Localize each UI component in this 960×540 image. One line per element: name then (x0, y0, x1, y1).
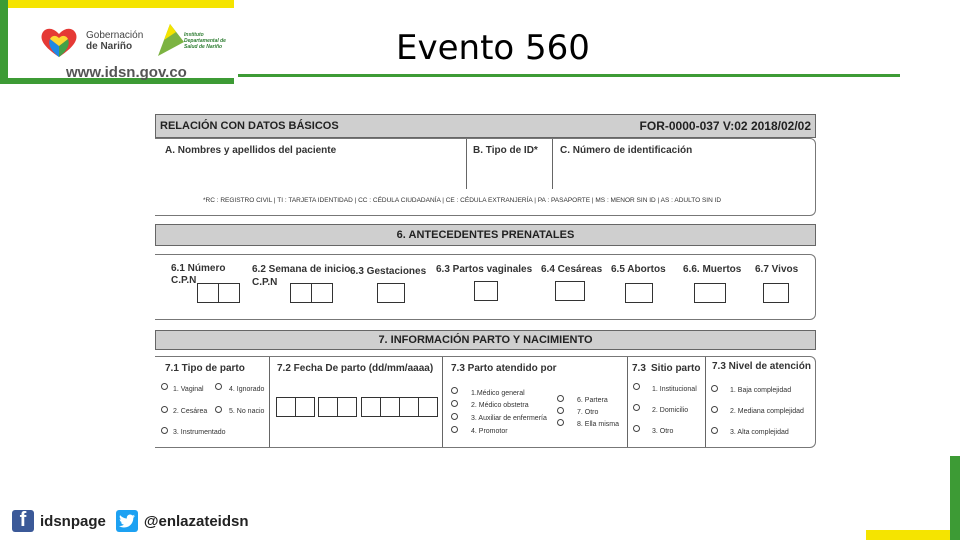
opt-partera: 6. Partera (577, 397, 608, 404)
opt-medico-general: 1.Médico general (471, 390, 525, 397)
f66-label: 6.6. Muertos (683, 264, 742, 275)
date-box[interactable] (337, 397, 357, 417)
f62-sub: C.P.N (252, 277, 278, 288)
instituto-leaf-icon (156, 22, 186, 58)
cpn-number-box[interactable] (218, 283, 240, 303)
field-a-label: A. Nombres y apellidos del paciente (165, 145, 337, 156)
f71-label: 7.1 Tipo de parto (165, 363, 245, 374)
f73s-num: 7.3 (632, 363, 646, 374)
instituto-text: Instituto Departamental de Salud de Nariño (184, 32, 226, 50)
radio[interactable] (161, 383, 168, 390)
form-code: FOR-0000-037 V:02 2018/02/02 (639, 119, 811, 133)
opt-promotor: 4. Promotor (471, 428, 508, 435)
birth-title: 7. INFORMACIÓN PARTO Y NACIMIENTO (378, 334, 593, 346)
gob-line1: Gobernación (86, 30, 144, 41)
site-url[interactable]: www.idsn.gov.co (66, 64, 187, 81)
title-underline (238, 74, 900, 77)
date-box[interactable] (399, 397, 419, 417)
vivos-box[interactable] (763, 283, 789, 303)
divider (705, 357, 706, 447)
field-b-label: B. Tipo de ID* (473, 145, 538, 156)
opt-institucional: 1. Institucional (652, 386, 697, 393)
opt-cesarea: 2. Cesárea (173, 408, 208, 415)
radio[interactable] (557, 395, 564, 402)
divider (627, 357, 628, 447)
opt-ella-misma: 8. Ella misma (577, 421, 620, 428)
facebook-handle[interactable]: idsnpage (40, 512, 106, 530)
radio[interactable] (161, 406, 168, 413)
yellow-corner-bar (866, 530, 950, 540)
divider (269, 357, 270, 447)
cpn-week-box[interactable] (290, 283, 312, 303)
date-box[interactable] (295, 397, 315, 417)
twitter-icon[interactable] (116, 510, 138, 532)
f73-label: 7.3 Parto atendido por (451, 363, 557, 374)
instituto-logo (156, 22, 236, 60)
f64-label: 6.4 Cesáreas (541, 264, 603, 275)
birth-box (155, 356, 816, 448)
field-c-label: C. Número de identificación (560, 145, 693, 156)
f65-label: 6.5 Abortos (611, 264, 666, 275)
opt-nonacio: 5. No nacio (229, 408, 265, 415)
facebook-icon[interactable]: f (12, 510, 34, 532)
opt-baja: 1. Baja complejidad (730, 387, 792, 394)
radio[interactable] (557, 419, 564, 426)
radio[interactable] (215, 383, 222, 390)
id-type-note: *RC : REGISTRO CIVIL | TI : TARJETA IDENTIDAD | CC : CÉDULA CIUDADANÍA | CE : CÉDULA EXTRANJERÍA | PA : PASAPORTE | MS : MENOR SIN ID | AS : ADULTO SIN ID (203, 197, 722, 204)
f67-label: 6.7 Vivos (755, 264, 799, 275)
opt-vaginal: 1. Vaginal (173, 386, 204, 393)
f61-sub: C.P.N (171, 275, 197, 286)
date-box[interactable] (361, 397, 381, 417)
opt-domicilio: 2. Domicilio (652, 407, 689, 414)
radio[interactable] (711, 385, 718, 392)
relation-header (155, 114, 816, 138)
cpn-week-box[interactable] (311, 283, 333, 303)
relation-box (155, 138, 816, 216)
radio[interactable] (633, 383, 640, 390)
form-image (155, 114, 816, 448)
radio[interactable] (711, 406, 718, 413)
date-box[interactable] (318, 397, 338, 417)
radio[interactable] (557, 407, 564, 414)
divider (466, 139, 467, 189)
opt-ignorado: 4. Ignorado (229, 386, 265, 393)
date-box[interactable] (380, 397, 400, 417)
footer-social (12, 510, 249, 532)
gobernacion-logo-text (86, 30, 143, 52)
radio[interactable] (451, 413, 458, 420)
radio[interactable] (451, 387, 458, 394)
f63b-label: 6.3 Partos vaginales (436, 264, 533, 275)
cesareas-box[interactable] (555, 281, 585, 301)
opt-mediana: 2. Mediana complejidad (730, 408, 804, 415)
opt-medico-obstetra: 2. Médico obstetra (471, 402, 529, 409)
opt-otro: 7. Otro (577, 409, 599, 416)
radio[interactable] (633, 425, 640, 432)
f72-label: 7.2 Fecha De parto (dd/mm/aaaa) (277, 363, 434, 374)
prenatal-header (155, 224, 816, 246)
radio[interactable] (215, 406, 222, 413)
yellow-frame-top (8, 0, 234, 8)
green-frame-left (0, 0, 8, 84)
date-box[interactable] (276, 397, 296, 417)
twitter-handle[interactable]: @enlazateidsn (143, 512, 249, 530)
opt-instrumentado: 3. Instrumentado (173, 429, 226, 436)
gob-line2: de Nariño (86, 41, 133, 52)
radio[interactable] (161, 427, 168, 434)
abortos-box[interactable] (625, 283, 653, 303)
prenatal-title: 6. ANTECEDENTES PRENATALES (396, 229, 575, 241)
birth-header (155, 330, 816, 350)
partos-box[interactable] (474, 281, 498, 301)
f73n-label: 7.3 Nivel de atención (712, 361, 811, 372)
page-title: Evento 560 (396, 28, 590, 68)
f62-label: 6.2 Semana de inicio (252, 264, 351, 275)
radio[interactable] (711, 427, 718, 434)
relation-title: RELACIÓN CON DATOS BÁSICOS (160, 120, 339, 132)
f61-label: 6.1 Número (171, 263, 226, 274)
muertos-box[interactable] (694, 283, 726, 303)
divider (442, 357, 443, 447)
opt-otro-sitio: 3. Otro (652, 428, 674, 435)
opt-auxiliar: 3. Auxiliar de enfermería (471, 415, 547, 422)
date-box[interactable] (418, 397, 438, 417)
opt-alta: 3. Alta complejidad (730, 429, 789, 436)
radio[interactable] (633, 404, 640, 411)
divider (552, 139, 553, 189)
prenatal-box (155, 254, 816, 320)
radio[interactable] (451, 400, 458, 407)
f73s-label: Sitio parto (651, 363, 701, 374)
green-corner-bar (950, 456, 960, 540)
f63-label: 6.3 Gestaciones (350, 266, 427, 277)
radio[interactable] (451, 426, 458, 433)
heart-logo-icon (40, 26, 78, 58)
gestaciones-box[interactable] (377, 283, 405, 303)
cpn-number-box[interactable] (197, 283, 219, 303)
